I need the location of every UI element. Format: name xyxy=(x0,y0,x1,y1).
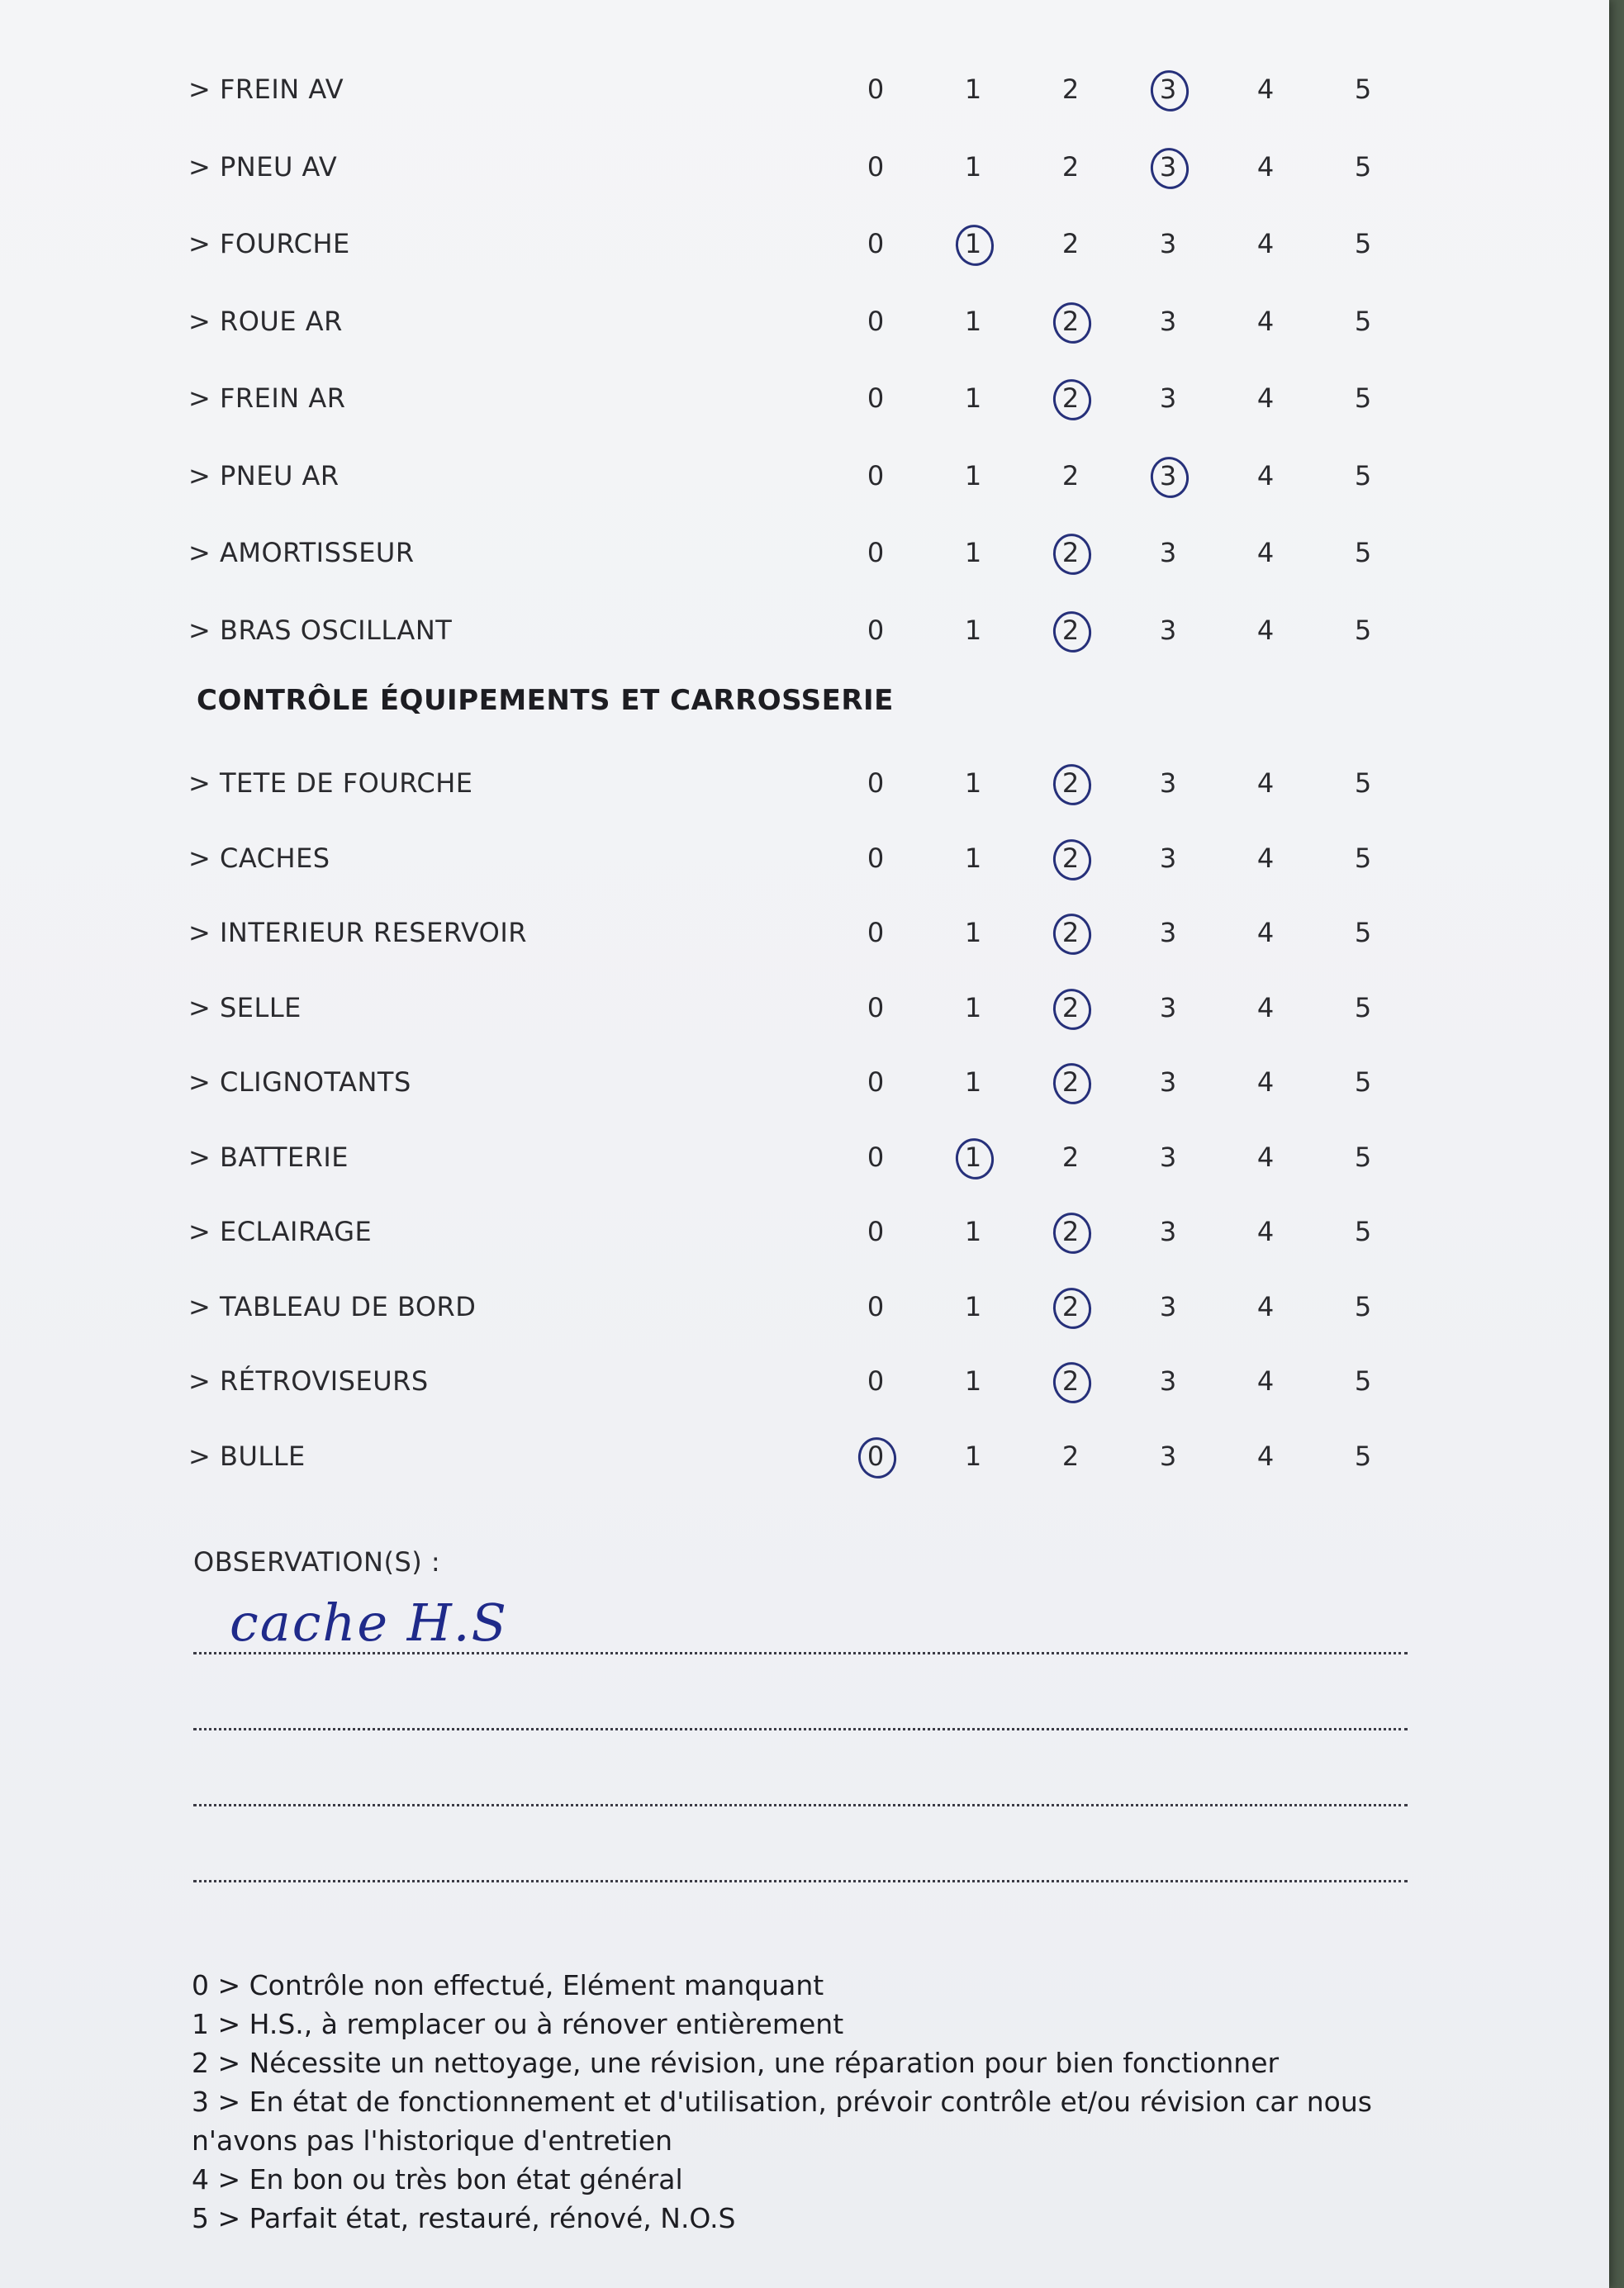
score-option[interactable]: 1 xyxy=(964,767,982,799)
score-option[interactable]: 0 xyxy=(867,305,885,337)
score-option[interactable]: 3 xyxy=(1159,1216,1177,1247)
score-option[interactable]: 4 xyxy=(1256,1440,1275,1472)
score-option[interactable]: 4 xyxy=(1256,305,1275,337)
score-option-selected[interactable]: 2 xyxy=(1046,758,1095,808)
score-option-selected[interactable]: 3 xyxy=(1143,451,1193,501)
legend-line: 3 > En état de fonctionnement et d'utilisation, prévoir contrôle et/ou révision car nous xyxy=(192,2086,1372,2118)
legend-line: 1 > H.S., à remplacer ou à rénover entièrement xyxy=(192,2008,844,2040)
row-label: > TETE DE FOURCHE xyxy=(188,767,473,799)
score-option[interactable]: 5 xyxy=(1354,382,1372,414)
row-label: > FREIN AR xyxy=(188,382,346,414)
score-option[interactable]: 0 xyxy=(867,537,885,568)
score-option[interactable]: 2 xyxy=(1061,228,1080,259)
score-option[interactable]: 3 xyxy=(1159,1066,1177,1098)
row-label: > INTERIEUR RESERVOIR xyxy=(188,917,527,948)
checklist-row xyxy=(0,1282,1609,1332)
row-label: > CLIGNOTANTS xyxy=(188,1066,411,1098)
checklist-row xyxy=(0,983,1609,1032)
score-option-selected[interactable]: 2 xyxy=(1046,1282,1095,1332)
score-option[interactable]: 1 xyxy=(964,1290,982,1322)
legend-line: n'avons pas l'historique d'entretien xyxy=(192,2124,673,2157)
row-label: > SELLE xyxy=(188,991,302,1023)
score-option[interactable]: 3 xyxy=(1159,228,1177,259)
checklist-row xyxy=(0,758,1609,808)
score-option[interactable]: 1 xyxy=(964,305,982,337)
checklist-row xyxy=(0,1207,1609,1256)
score-option[interactable]: 5 xyxy=(1354,1141,1372,1173)
score-option[interactable]: 4 xyxy=(1256,614,1275,646)
score-option-selected[interactable]: 2 xyxy=(1046,908,1095,957)
checklist-row xyxy=(0,373,1609,423)
score-option[interactable]: 5 xyxy=(1354,1216,1372,1247)
score-option[interactable]: 1 xyxy=(964,1365,982,1397)
score-option-selected[interactable]: 2 xyxy=(1046,528,1095,577)
score-option[interactable]: 4 xyxy=(1256,382,1275,414)
score-option[interactable]: 3 xyxy=(1159,767,1177,799)
score-option[interactable]: 2 xyxy=(1061,1141,1080,1173)
score-option[interactable]: 0 xyxy=(867,842,885,874)
score-option[interactable]: 0 xyxy=(867,228,885,259)
observation-line xyxy=(193,1804,1408,1806)
observation-line xyxy=(193,1728,1408,1730)
row-label: > FREIN AV xyxy=(188,74,344,105)
legend-line: 4 > En bon ou très bon état général xyxy=(192,2163,683,2195)
checklist-row xyxy=(0,528,1609,577)
score-option[interactable]: 5 xyxy=(1354,614,1372,646)
score-option-selected[interactable]: 3 xyxy=(1143,142,1193,192)
score-option[interactable]: 5 xyxy=(1354,1365,1372,1397)
score-option[interactable]: 4 xyxy=(1256,459,1275,491)
score-option[interactable]: 0 xyxy=(867,1141,885,1173)
score-option[interactable]: 3 xyxy=(1159,1365,1177,1397)
score-option[interactable]: 2 xyxy=(1061,1440,1080,1472)
score-option[interactable]: 3 xyxy=(1159,614,1177,646)
row-label: > CACHES xyxy=(188,842,330,874)
observation-line xyxy=(193,1880,1408,1882)
score-option[interactable]: 1 xyxy=(964,614,982,646)
score-option[interactable]: 4 xyxy=(1256,228,1275,259)
score-option[interactable]: 1 xyxy=(964,537,982,568)
score-option[interactable]: 1 xyxy=(964,74,982,105)
row-label: > AMORTISSEUR xyxy=(188,537,415,568)
score-option[interactable]: 5 xyxy=(1354,74,1372,105)
score-option[interactable]: 5 xyxy=(1354,305,1372,337)
score-option[interactable]: 3 xyxy=(1159,1141,1177,1173)
row-label: > RÉTROVISEURS xyxy=(188,1365,429,1397)
checklist-row xyxy=(0,297,1609,346)
score-option[interactable]: 3 xyxy=(1159,537,1177,568)
score-option[interactable]: 4 xyxy=(1256,1290,1275,1322)
score-option[interactable]: 0 xyxy=(867,614,885,646)
checklist-row xyxy=(0,64,1609,114)
score-option[interactable]: 5 xyxy=(1354,991,1372,1023)
score-option-selected[interactable]: 2 xyxy=(1046,605,1095,655)
score-option[interactable]: 1 xyxy=(964,382,982,414)
score-option[interactable]: 4 xyxy=(1256,74,1275,105)
score-option[interactable]: 1 xyxy=(964,842,982,874)
checklist-row xyxy=(0,1431,1609,1481)
score-option[interactable]: 1 xyxy=(964,991,982,1023)
score-option[interactable]: 4 xyxy=(1256,1066,1275,1098)
row-label: > PNEU AV xyxy=(188,150,338,183)
handwritten-observation: cache H.S xyxy=(230,1593,508,1653)
score-option[interactable]: 5 xyxy=(1354,917,1372,948)
row-label: > BATTERIE xyxy=(188,1141,349,1173)
checklist-row xyxy=(0,605,1609,655)
score-option[interactable]: 0 xyxy=(867,1216,885,1247)
score-option-selected[interactable]: 2 xyxy=(1046,983,1095,1032)
score-option[interactable]: 0 xyxy=(867,767,885,799)
score-option[interactable]: 4 xyxy=(1256,150,1275,183)
checklist-row xyxy=(0,451,1609,501)
checklist-row xyxy=(0,908,1609,957)
checklist-row xyxy=(0,1356,1609,1406)
score-option[interactable]: 4 xyxy=(1256,991,1275,1023)
score-option[interactable]: 1 xyxy=(964,1066,982,1098)
row-label: > BULLE xyxy=(188,1440,306,1472)
checklist-row xyxy=(0,219,1609,268)
row-label: > BRAS OSCILLANT xyxy=(188,614,453,646)
observations-title: OBSERVATION(S) : xyxy=(193,1546,441,1578)
score-option[interactable]: 0 xyxy=(867,917,885,948)
score-option[interactable]: 0 xyxy=(867,150,885,183)
score-option[interactable]: 3 xyxy=(1159,1440,1177,1472)
score-option[interactable]: 5 xyxy=(1354,150,1372,183)
score-option[interactable]: 0 xyxy=(867,382,885,414)
score-option[interactable]: 4 xyxy=(1256,1141,1275,1173)
rating-legend xyxy=(192,1966,1431,2238)
score-option-selected[interactable]: 0 xyxy=(851,1431,900,1481)
row-label: > TABLEAU DE BORD xyxy=(188,1290,477,1322)
score-option-selected[interactable]: 2 xyxy=(1046,297,1095,346)
row-label: > PNEU AR xyxy=(188,459,340,491)
row-label: > ROUE AR xyxy=(188,305,343,337)
section-title: CONTRÔLE ÉQUIPEMENTS ET CARROSSERIE xyxy=(197,684,894,717)
score-option[interactable]: 1 xyxy=(964,150,982,183)
checklist-row xyxy=(0,833,1609,883)
score-option[interactable]: 1 xyxy=(964,1440,982,1472)
score-option[interactable]: 5 xyxy=(1354,842,1372,874)
score-option[interactable]: 4 xyxy=(1256,1216,1275,1247)
score-option-selected[interactable]: 2 xyxy=(1046,1207,1095,1256)
row-label: > FOURCHE xyxy=(188,228,350,259)
score-option[interactable]: 5 xyxy=(1354,459,1372,491)
score-option-selected[interactable]: 1 xyxy=(948,1132,998,1182)
score-option[interactable]: 0 xyxy=(867,1066,885,1098)
score-option-selected[interactable]: 1 xyxy=(948,219,998,268)
score-option[interactable]: 4 xyxy=(1256,767,1275,799)
score-option[interactable]: 3 xyxy=(1159,917,1177,948)
score-option[interactable]: 0 xyxy=(867,1365,885,1397)
score-option[interactable]: 5 xyxy=(1354,1440,1372,1472)
legend-line: 2 > Nécessite un nettoyage, une révision, une réparation pour bien fonctionner xyxy=(192,2047,1280,2079)
score-option[interactable]: 5 xyxy=(1354,1290,1372,1322)
score-option[interactable]: 4 xyxy=(1256,842,1275,874)
row-label: > ECLAIRAGE xyxy=(188,1216,373,1247)
score-option-selected[interactable]: 2 xyxy=(1046,833,1095,883)
score-option[interactable]: 5 xyxy=(1354,767,1372,799)
score-option[interactable]: 4 xyxy=(1256,1365,1275,1397)
score-option[interactable]: 4 xyxy=(1256,917,1275,948)
score-option-selected[interactable]: 2 xyxy=(1046,1057,1095,1107)
score-option[interactable]: 4 xyxy=(1256,537,1275,568)
score-option[interactable]: 5 xyxy=(1354,1066,1372,1098)
score-option[interactable]: 1 xyxy=(964,1216,982,1247)
legend-line: 0 > Contrôle non effectué, Elément manquant xyxy=(192,1969,824,2001)
score-option[interactable]: 1 xyxy=(964,917,982,948)
score-option[interactable]: 2 xyxy=(1061,459,1080,491)
score-option[interactable]: 5 xyxy=(1354,228,1372,259)
score-option[interactable]: 0 xyxy=(867,459,885,491)
score-option-selected[interactable]: 2 xyxy=(1046,1356,1095,1406)
score-option[interactable]: 2 xyxy=(1061,74,1080,105)
score-option[interactable]: 3 xyxy=(1159,842,1177,874)
score-option[interactable]: 3 xyxy=(1159,991,1177,1023)
score-option[interactable]: 0 xyxy=(867,991,885,1023)
score-option-selected[interactable]: 2 xyxy=(1046,373,1095,423)
score-option[interactable]: 0 xyxy=(867,74,885,105)
observation-line xyxy=(193,1652,1408,1654)
score-option[interactable]: 3 xyxy=(1159,305,1177,337)
score-option-selected[interactable]: 3 xyxy=(1143,64,1193,114)
score-option[interactable]: 0 xyxy=(867,1290,885,1322)
checklist-row xyxy=(0,1057,1609,1107)
score-option[interactable]: 3 xyxy=(1159,382,1177,414)
legend-line: 5 > Parfait état, restauré, rénové, N.O.S xyxy=(192,2202,736,2234)
score-option[interactable]: 5 xyxy=(1354,537,1372,568)
checklist-row xyxy=(0,142,1609,192)
score-option[interactable]: 2 xyxy=(1061,150,1080,183)
score-option[interactable]: 3 xyxy=(1159,1290,1177,1322)
checklist-row xyxy=(0,1132,1609,1182)
score-option[interactable]: 1 xyxy=(964,459,982,491)
